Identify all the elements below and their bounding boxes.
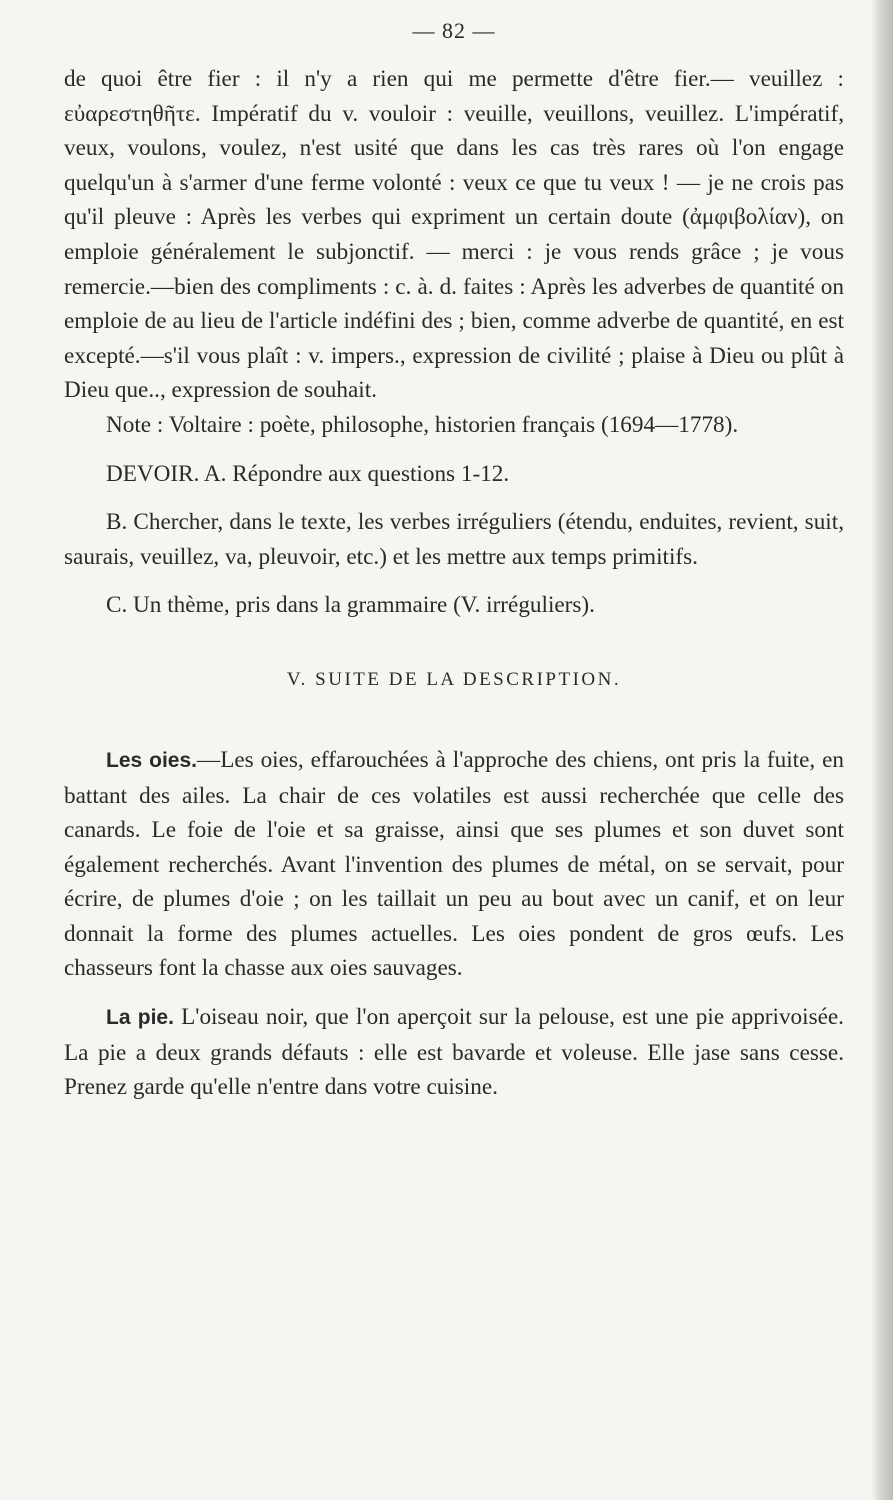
paragraph-vocabulary-notes: de quoi être fier : il n'y a rien qui me permette d'être fier.— veuillez : εὐαρεστηθῆτε. Impératif du v. vouloir : veuille, veuillons, veuillez. L'impératif, veux, voulons, voulez, n'est usité que dans les cas très rares où l'on engage quelqu'un à s'armer d'une ferme volonté : veux ce que tu veux ! — je ne crois pas qu'il pleuve : Après les verbes qui expriment un certain doute (ἀμφιβολίαν), on emploie généralement le subjonctif. — merci : je vous rends grâce ; je vous remercie.—bien des compliments : c. à. d. faites : Après les adverbes de quantité on emploie de au lieu de l'article indéfini des ; bien, comme adverbe de quantité, en est excepté.—s'il vous plaît : v. impers., expression de civilité ; plaise à Dieu ou plût à Dieu que.., expression de souhait. (64, 66, 844, 404)
devoir-c: C. Un thème, pris dans la grammaire (V. irréguliers). (106, 592, 595, 619)
page-number: — 82 — (412, 18, 496, 43)
oies-title: Les oies. (106, 748, 197, 772)
pie-text: L'oiseau noir, que l'on aperçoit sur la pelouse, est une pie apprivoisée. La pie a deux grands défauts : elle est bavarde et voleuse. Elle jase sans cesse. Prenez garde qu'elle n'entre dans votre cuisine. (64, 1004, 844, 1101)
paragraph-pie (64, 1000, 844, 1105)
pie-title: La pie. (106, 1006, 174, 1030)
note-voltaire: Note : Voltaire : poète, philosophe, historien français (1694—1778). (106, 411, 739, 438)
paragraph-oies (64, 743, 844, 986)
book-spine-shadow (871, 0, 893, 1500)
devoir-a: DEVOIR. A. Répondre aux questions 1-12. (106, 460, 510, 487)
oies-text: —Les oies, effarouchées à l'approche des chiens, ont pris la fuite, en battant des ailes. La chair de ces volatiles est aussi recherchée que celle des canards. Le foie de l'oie et sa graisse, ainsi que ses plumes et son duvet sont également recherchés. Avant l'invention des plumes de métal, on se servait, pour écrire, de plumes d'oie ; on les taillait un peu au bout avec un canif, et on leur donnait la forme des plumes actuelles. Les oies pondent de gros œufs. Les chasseurs font la chasse aux oies sauvages. (64, 746, 844, 982)
devoir-b: B. Chercher, dans le texte, les verbes irréguliers (étendu, enduites, revient, suit, saurais, veuillez, va, pleuvoir, etc.) et les mettre aux temps primitifs. (64, 509, 844, 570)
section-heading: V. SUITE DE LA DESCRIPTION. (286, 668, 622, 690)
page (64, 18, 844, 1105)
